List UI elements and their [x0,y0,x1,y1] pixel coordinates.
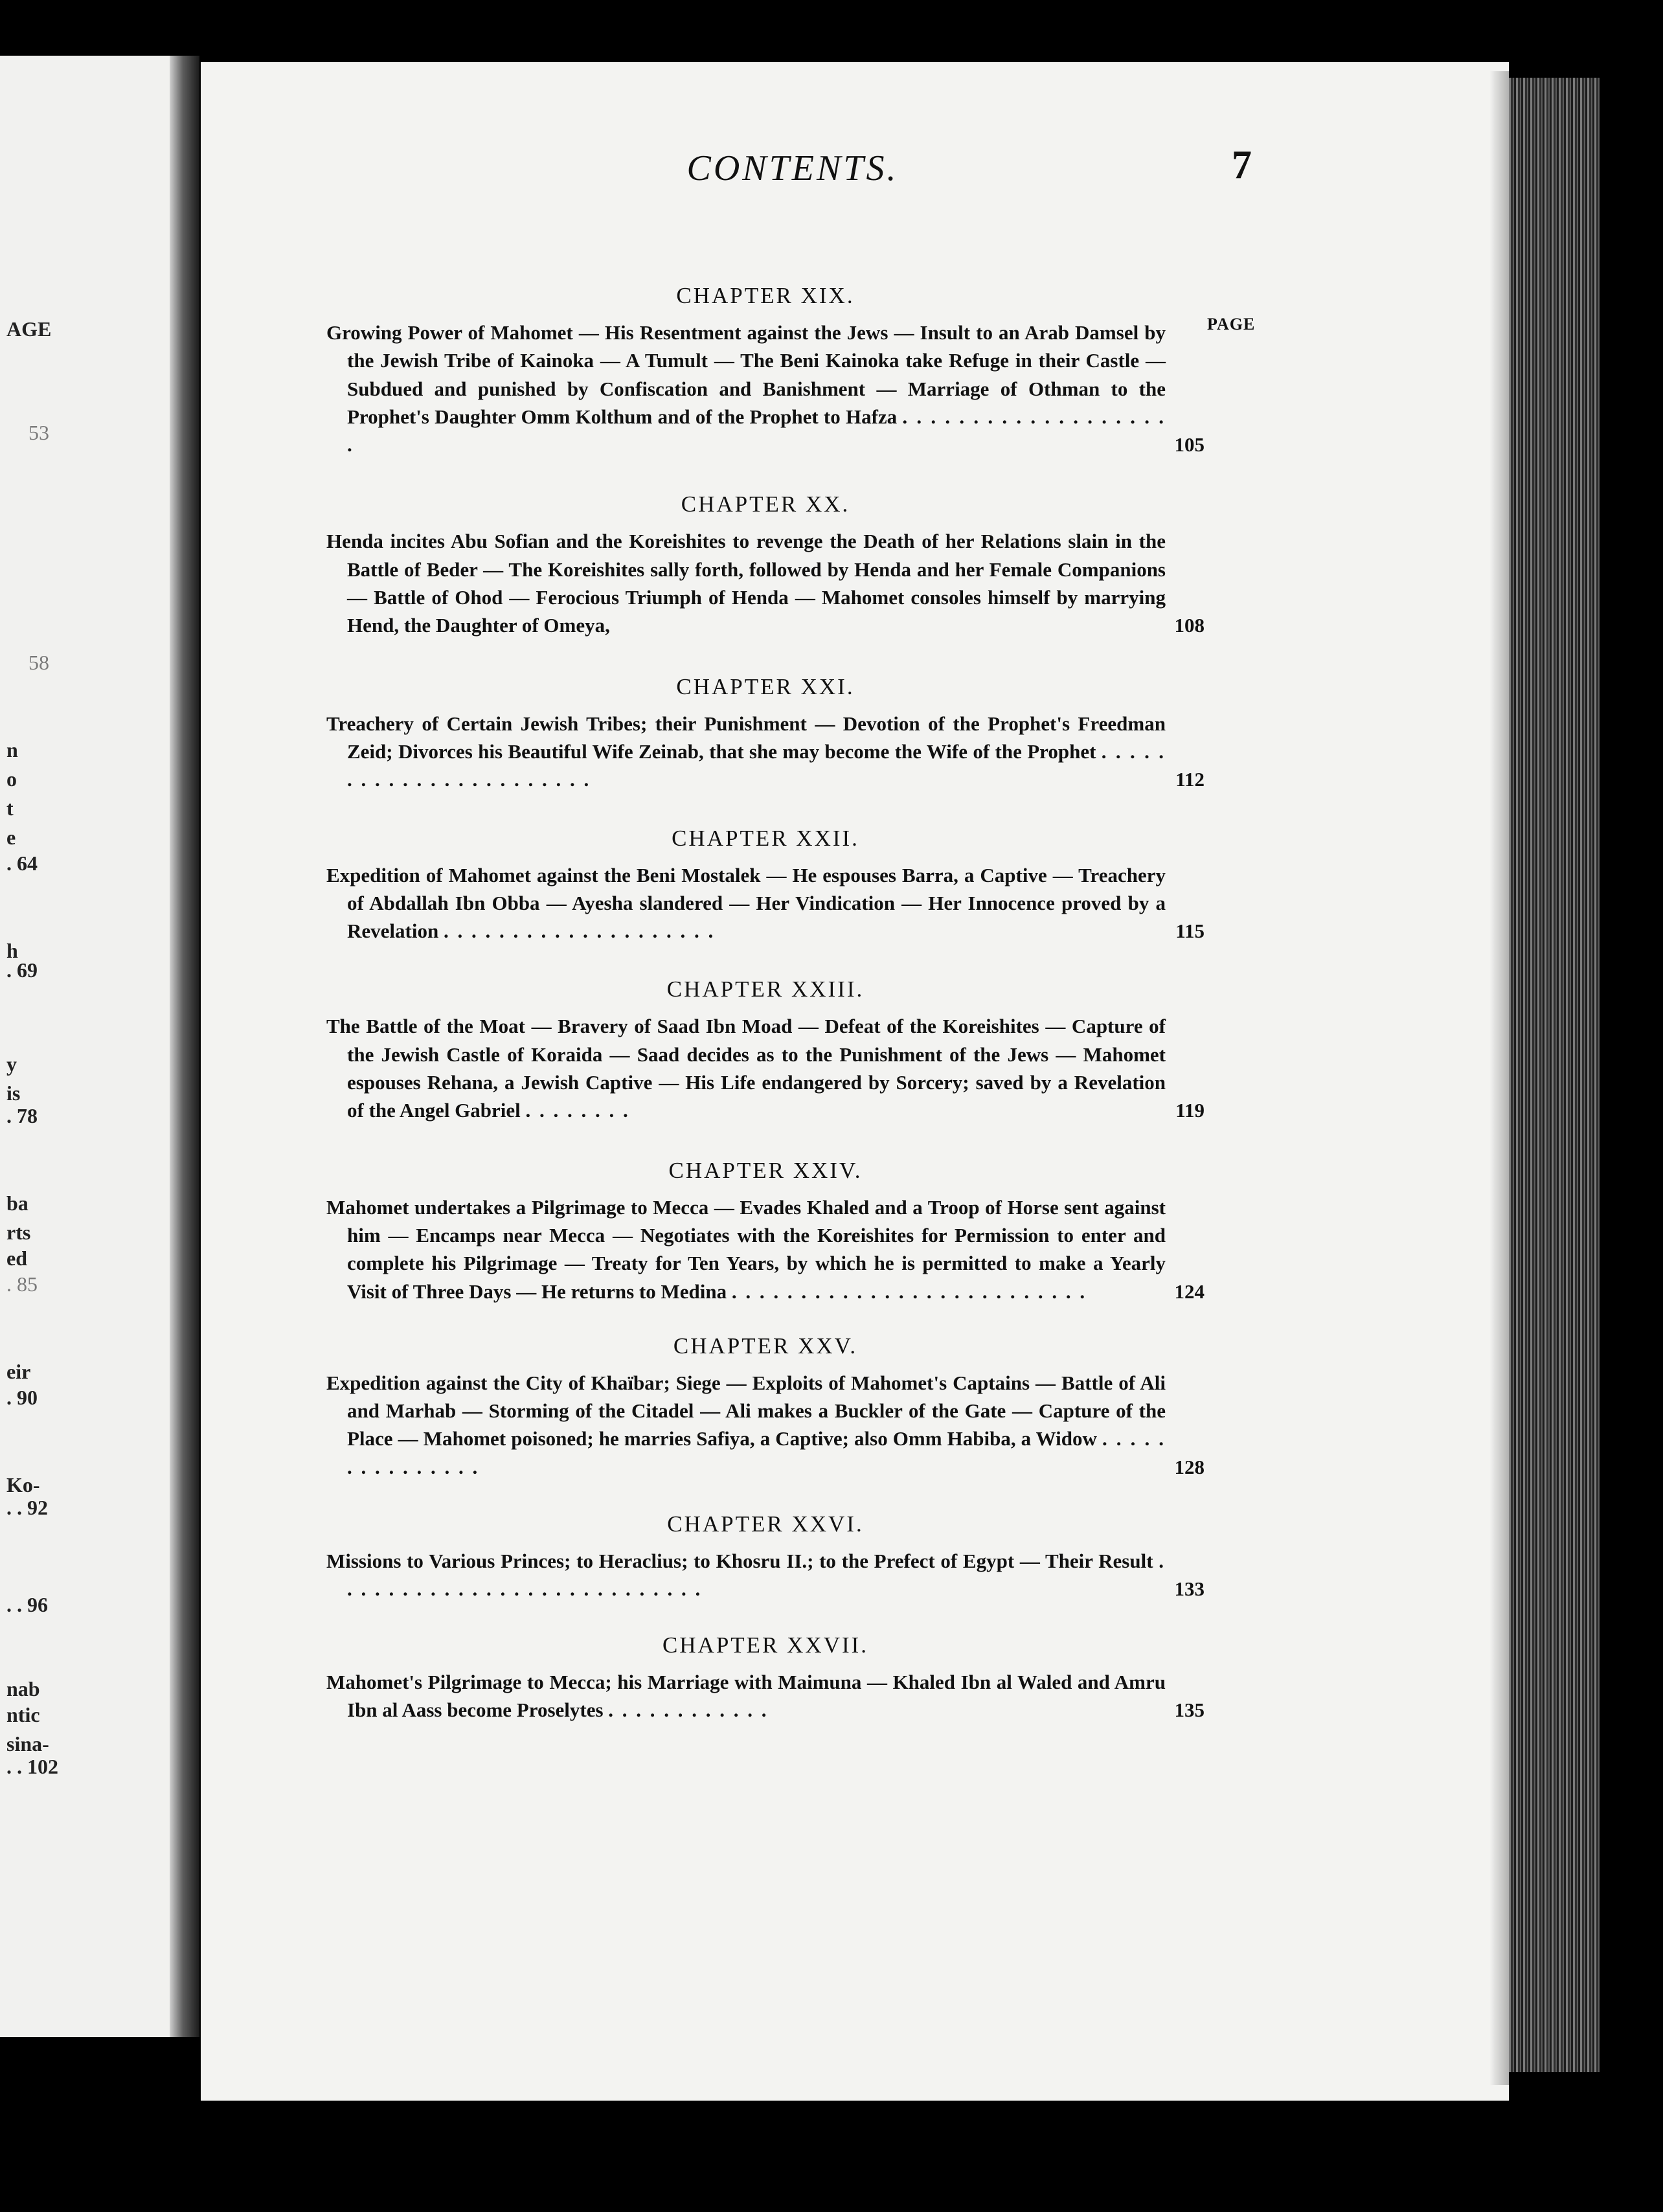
facing-page-fragment: ed [6,1247,27,1270]
summary-text: Treachery of Certain Jewish Tribes; their Punishment — Devotion of the Prophet's Freedman Zeid; Divorces his Beautiful Wife Zeinab, that she may become the Wife of the Prophet [326,712,1166,763]
chapter-summary [326,1668,1205,1724]
summary-text: Mahomet's Pilgrimage to Mecca; his Marriage with Maimuna — Khaled Ibn al Waled and Amru Ibn al Aass become Proselytes [326,1670,1166,1721]
dot-leader: . . . . . . . . . . . . [608,1698,769,1721]
chapter-heading: CHAPTER XXVII. [662,1632,869,1658]
page-ref: 135 [1174,1698,1205,1721]
facing-page-fragment: . . 92 [6,1496,48,1519]
facing-page-fragment: 58 [28,651,49,674]
page-ref: 128 [1174,1455,1205,1478]
page-number: 7 [1232,143,1252,187]
summary-text: Growing Power of Mahomet — His Resentment against the Jews — Insult to an Arab Damsel by the Jewish Tribe of Kainoka — A Tumult — The Beni Kainoka take Refuge in their Castle — Subdued and punished by Confiscation and Banishment — Marriage of Othman to the Prophet's Daughter Omm Kolthum and of the Prophet to Hafza [326,321,1166,428]
chapter-summary [326,1193,1205,1305]
facing-page-fragment: n [6,738,18,762]
chapter-heading: CHAPTER XXI. [676,673,855,699]
page-ref: 108 [1174,614,1205,637]
page-ref: 112 [1175,768,1205,791]
facing-page-fragment: is [6,1081,21,1105]
chapter-23 [326,976,1205,1124]
dot-leader: . . . . . . . . . . . . . . . . . . . . [347,405,1166,457]
running-head: CONTENTS. [686,148,899,188]
chapter-summary [326,861,1205,945]
chapter-heading: CHAPTER XX. [681,491,850,517]
facing-page-fragment: h [6,939,18,962]
page-ref: 119 [1175,1099,1205,1122]
facing-page-fragment: 53 [28,421,49,444]
facing-page-fragment: e [6,826,16,849]
facing-page [0,56,188,2037]
dot-leader: . . . . . . . . [525,1099,630,1122]
page-ref: 133 [1174,1577,1205,1601]
table-of-contents [326,282,1205,1724]
chapter-heading: CHAPTER XXIII. [666,976,865,1002]
facing-page-fragment: . 69 [6,958,38,982]
facing-page-fragment: ba [6,1191,28,1215]
chapter-22 [326,825,1205,945]
dot-leader: . . . . . . . . . . . . . . . . . . . . [443,920,716,943]
facing-page-fragment: AGE [6,317,52,341]
dot-leader: . . . . . . . . . . . . . . . . . . . . . . . . . . . [347,1550,1166,1601]
facing-page-fragment: sina- [6,1732,49,1755]
page-ref: 124 [1174,1280,1205,1303]
facing-page-fragment: . . 96 [6,1593,48,1616]
summary-text: Expedition of Mahomet against the Beni Mostalek — He espouses Barra, a Captive — Treachery of Abdallah Ibn Obba — Ayesha slandered — Her Vindication — Her Innocence proved by a Revelation [326,863,1166,943]
book-fore-edge [1509,78,1600,2072]
facing-page-fragment: . 64 [6,852,38,875]
chapter-26 [326,1511,1205,1603]
facing-page-fragment: Ko- [6,1473,40,1496]
chapter-summary [326,710,1205,794]
chapter-summary [326,319,1205,458]
chapter-27 [326,1632,1205,1724]
facing-page-fragment: . 78 [6,1104,38,1127]
chapter-21 [326,673,1205,794]
facing-page-fragment: o [6,767,17,791]
page-ref: 115 [1175,920,1205,943]
book-gutter [170,56,199,2037]
summary-text: Henda incites Abu Sofian and the Koreishites to revenge the Death of her Relations slain in the Battle of Beder — The Koreishites sally forth, followed by Henda and her Female Companions — Battle of Ohod — Ferocious Triumph of Henda — Mahomet consoles himself by marrying Hend, the Daughter of Omeya, [326,530,1166,637]
chapter-25 [326,1333,1205,1481]
facing-page-fragment: eir [6,1360,31,1383]
chapter-heading: CHAPTER XIX. [676,283,855,308]
facing-page-fragment: . 85 [6,1272,38,1296]
facing-page-fragment: rts [6,1221,31,1244]
dot-leader: . . . . . . . . . . . . . . . [347,1427,1166,1478]
chapter-heading: CHAPTER XXV. [673,1333,858,1359]
dot-leader: . . . . . . . . . . . . . . . . . . . . . . . . . . [731,1280,1087,1303]
dot-leader: . . . . . . . . . . . . . . . . . . . . . . . [347,739,1166,791]
page-ref: 105 [1174,433,1205,457]
chapter-24 [326,1157,1205,1305]
chapter-summary [326,1547,1205,1603]
facing-page-fragment: . . 102 [6,1755,58,1778]
chapter-heading: CHAPTER XXVI. [667,1511,864,1537]
summary-text: Expedition against the City of Khaïbar; Siege — Exploits of Mahomet's Captains — Battle of Ali and Marhab — Storming of the Citadel — Ali makes a Buckler of the Gate — Capture of the Place — Mahomet poisoned; he marries Safiya, a Captive; also Omm Habiba, a Widow [326,1371,1166,1450]
summary-text: The Battle of the Moat — Bravery of Saad Ibn Moad — Defeat of the Koreishites — Capture of the Jewish Castle of Koraida — Saad decides as to the Punishment of the Jews — Mahomet espouses Rehana, a Jewish Captive — His Life endangered by Sorcery; saved by a Revelation of the Angel Gabriel [326,1015,1166,1122]
summary-text: Missions to Various Princes; to Heraclius; to Khosru II.; to the Prefect of Egypt — Their Result [326,1550,1153,1573]
chapter-heading: CHAPTER XXII. [672,825,859,851]
summary-text: Mahomet undertakes a Pilgrimage to Mecca — Evades Khaled and a Troop of Horse sent against him — Encamps near Mecca — Negotiates with the Koreishites for Permission to enter and complete his Pilgrimage — Treaty for Ten Years, by which he is permitted to make a Yearly Visit of Three Days — He returns to Medina [326,1195,1166,1303]
facing-page-fragment: ntic [6,1703,40,1726]
chapter-summary [326,1369,1205,1481]
chapter-heading: CHAPTER XXIV. [668,1157,863,1183]
chapter-19 [326,282,1205,458]
chapter-summary [326,1012,1205,1124]
facing-page-fragment: nab [6,1677,40,1700]
chapter-20 [326,491,1205,639]
chapter-summary [326,527,1205,639]
facing-page-fragment: t [6,796,14,820]
page-column-label: PAGE [1207,315,1256,333]
facing-page-fragment: . 90 [6,1386,38,1409]
facing-page-fragment: y [6,1052,17,1076]
